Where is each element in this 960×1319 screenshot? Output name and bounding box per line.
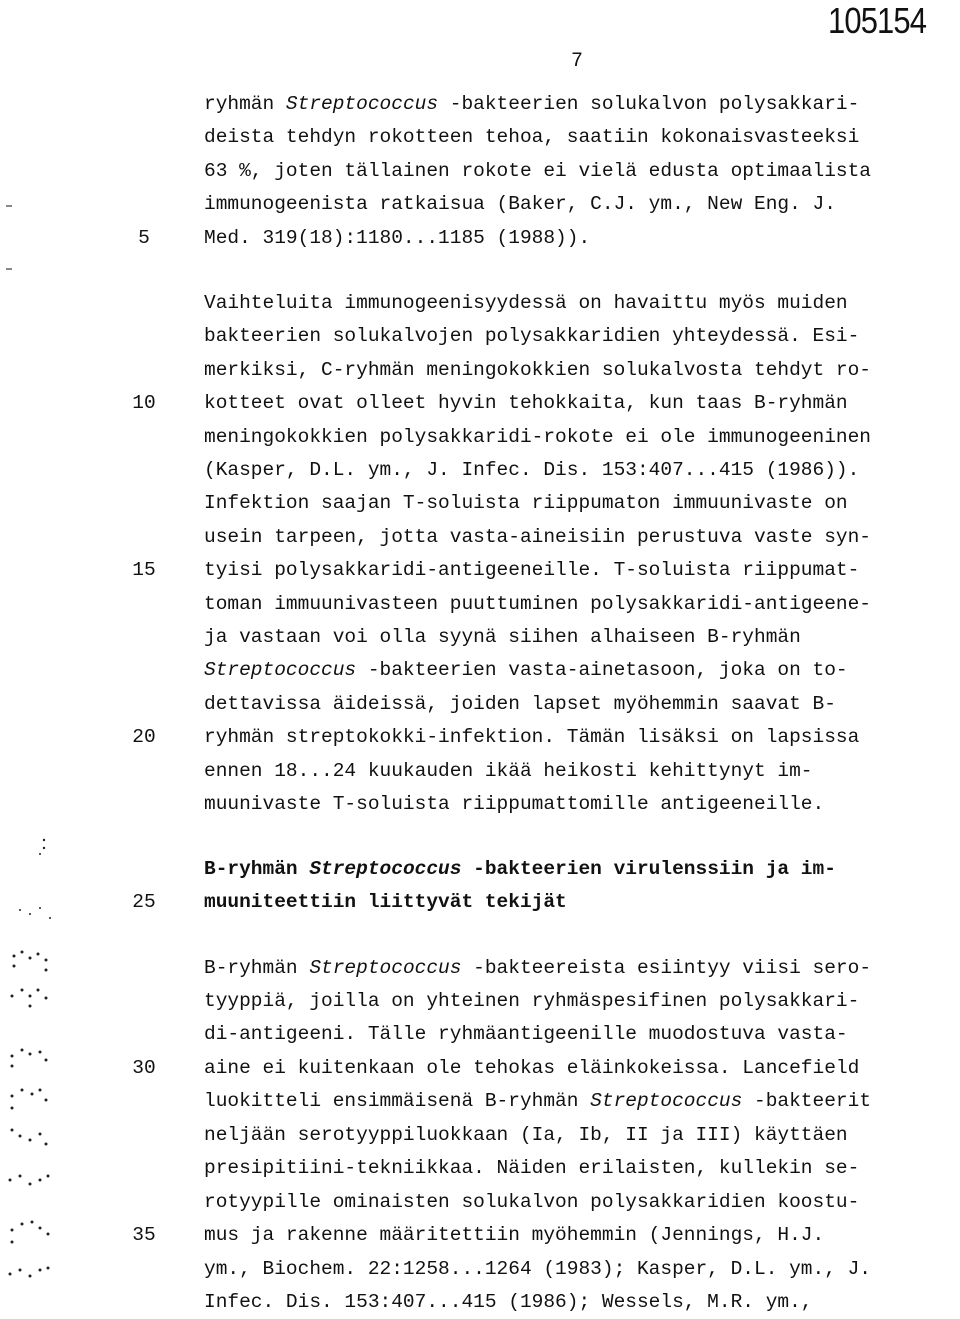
text-line: deista tehdyn rokotteen tehoa, saatiin kokonaisvasteeksi [204,126,860,148]
text-line: usein tarpeen, jotta vasta-aineisiin perustuva vaste syn- [204,526,872,548]
text-line: 63 %, joten tällainen rokote ei vielä edusta optimaalista [204,160,872,182]
line-number: 20 [132,726,156,748]
text-line: neljään serotyyppiluokkaan (Ia, Ib, II ja III) käyttäen [204,1124,848,1146]
text-line: dettavissa äideissä, joiden lapset myöhemmin saavat B- [204,693,836,715]
text-line: Infec. Dis. 153:407...415 (1986); Wessels, M.R. ym., [204,1291,813,1313]
line-number: 30 [132,1057,156,1079]
text-line: (Kasper, D.L. ym., J. Infec. Dis. 153:407...415 (1986)). [204,459,860,481]
text-line: Infektion saajan T-soluista riippumaton immuunivaste on [204,492,848,514]
text-line: muunivaste T-soluista riippumattomille antigeeneille. [204,793,825,815]
line-number: 35 [132,1224,156,1246]
text-segment: -bakteereista esiintyy viisi sero- [461,957,872,979]
margin-scan-dots [0,830,70,1316]
species-name: Streptococcus [309,858,462,880]
text-segment: -bakteerien virulenssiin ja im- [461,858,836,880]
text-segment: B-ryhmän [204,957,310,979]
text-line [204,1085,871,1118]
text-segment: luokitteli ensimmäisenä B-ryhmän [204,1090,591,1112]
text-line: ym., Biochem. 22:1258...1264 (1983); Kasper, D.L. ym., J. [204,1258,872,1280]
text-line: meningokokkien polysakkaridi-rokote ei ole immunogeeninen [204,426,872,448]
text-line: mus ja rakenne määritettiin myöhemmin (Jennings, H.J. [204,1224,825,1246]
line-number: 15 [132,559,156,581]
text-line: ja vastaan voi olla syynä siihen alhaiseen B-ryhmän [204,626,801,648]
text-segment: -bakteerit [742,1090,872,1112]
text-line: presipitiini-tekniikkaa. Näiden erilaisten, kullekin se- [204,1157,860,1179]
text-line: tyyppiä, joilla on yhteinen ryhmäspesifinen polysakkari- [204,990,860,1012]
text-line: ennen 18...24 kuukauden ikää heikosti kehittynyt im- [204,760,813,782]
text-line: bakteerien solukalvojen polysakkaridien yhteydessä. Esi- [204,325,860,347]
text-line: Med. 319(18):1180...1185 (1988)). [204,227,591,249]
line-number: 10 [132,392,156,414]
document-number: 105154 [827,0,926,41]
text-line: ryhmän streptokokki-infektion. Tämän lisäksi on lapsissa [204,726,860,748]
species-name: Streptococcus [285,93,439,115]
species-name: Streptococcus [590,1090,743,1112]
text-line [204,853,836,886]
text-line: kotteet ovat olleet hyvin tehokkaita, kun taas B-ryhmän [204,392,848,414]
species-name: Streptococcus [309,957,462,979]
text-line: muuniteettiin liittyvät tekijät [204,891,567,913]
scan-edge-mark [6,205,12,207]
line-number: 25 [132,891,156,913]
text-line: Vaihteluita immunogeenisyydessä on havaittu myös muiden [204,292,848,314]
scan-edge-mark [6,268,12,270]
text-line [204,88,859,121]
text-line [204,654,848,687]
text-line: merkiksi, C-ryhmän meningokokkien solukalvosta tehdyt ro- [204,359,872,381]
text-line: immunogeenista ratkaisua (Baker, C.J. ym., New Eng. J. [204,193,836,215]
text-line: di-antigeeni. Tälle ryhmäantigeenille muodostuva vasta- [204,1023,848,1045]
text-segment: B-ryhmän [204,858,310,880]
text-line: aine ei kuitenkaan ole tehokas eläinkokeissa. Lancefield [204,1057,860,1079]
line-number: 5 [138,227,150,249]
text-line: toman immuunivasteen puuttuminen polysakkaridi-antigeene- [204,593,872,615]
text-segment: -bakteerien solukalvon polysakkari- [438,93,860,115]
text-line: rotyypille ominaisten solukalvon polysakkaridien koostu- [204,1191,860,1213]
text-line [204,952,871,985]
page-number: 7 [571,50,584,73]
text-segment: ryhmän [204,93,286,115]
text-segment: -bakteerien vasta-ainetasoon, joka on to- [356,659,848,681]
species-name: Streptococcus [204,659,357,681]
text-line: tyisi polysakkaridi-antigeeneille. T-soluista riippumat- [204,559,860,581]
